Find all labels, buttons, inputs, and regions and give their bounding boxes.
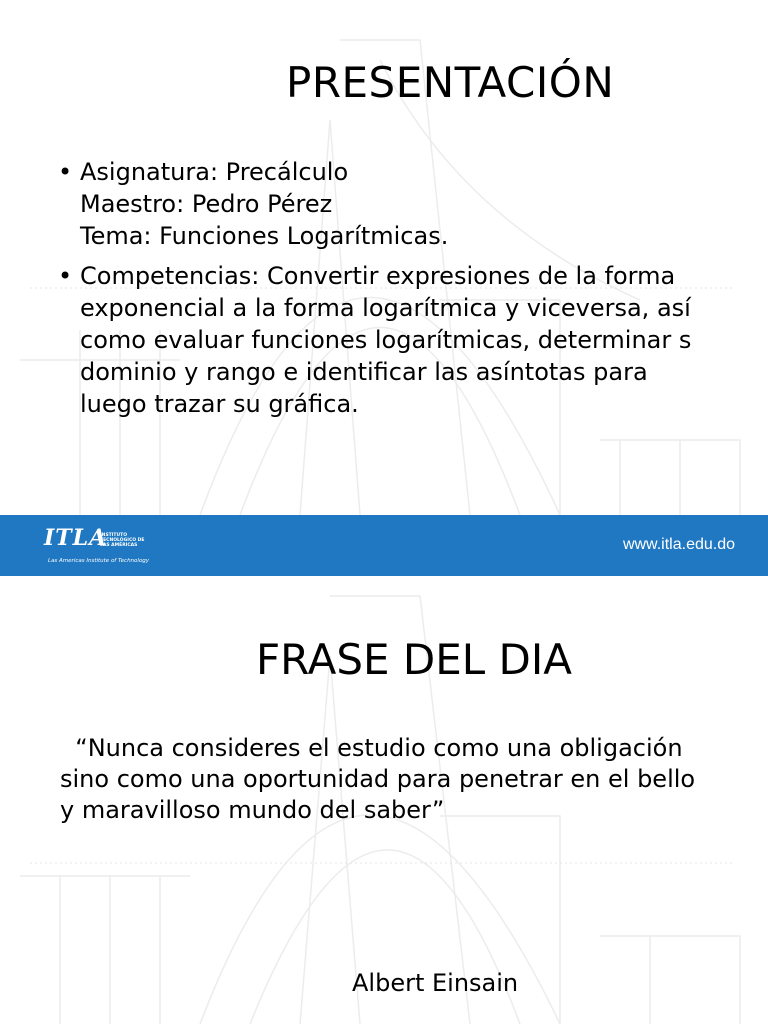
bullet-glyph: • [58, 262, 73, 290]
quote-author: Albert Einsain [352, 969, 519, 997]
bullet-item-info [58, 156, 738, 252]
bullet-list [58, 156, 738, 428]
bullet-line: Tema: Funciones Logarítmicas. [80, 222, 449, 250]
logo-subtitle-line: TECNOLÓGICO DE [100, 538, 145, 543]
logo-subtitle-line: INSTITUTO [100, 533, 128, 538]
itla-logo [44, 525, 184, 569]
bullet-line: Competencias: Convertir expresiones de la forma [80, 262, 676, 290]
quote-line: y maravilloso mundo del saber” [60, 796, 445, 824]
bullet-glyph: • [58, 158, 73, 186]
logo-text: ITLA [44, 525, 108, 551]
bullet-item-competencias [58, 260, 738, 420]
quote-text [60, 733, 740, 826]
quote-line: “Nunca consideres el estudio como una obligación [60, 734, 683, 762]
logo-subtitle [100, 533, 160, 548]
bullet-line: Maestro: Pedro Pérez [80, 190, 333, 218]
website-url: www.itla.edu.do [622, 536, 735, 553]
quote-line: sino como una oportunidad para penetrar en el bello [60, 765, 696, 793]
bullet-line: exponencial a la forma logarítmica y viceversa, así [80, 294, 691, 322]
bullet-line: dominio y rango e identificar las asíntotas para [80, 358, 648, 386]
bullet-line: Asignatura: Precálculo [80, 158, 349, 186]
slide-title: FRASE DEL DIA [256, 635, 573, 684]
slide-title: PRESENTACIÓN [286, 58, 615, 107]
footer-banner [0, 515, 768, 576]
bullet-line: como evaluar funciones logarítmicas, determinar s [80, 326, 692, 354]
bullet-line: luego trazar su gráfica. [80, 390, 359, 418]
logo-tagline: Las Americas Institute of Technology [48, 558, 150, 564]
logo-subtitle-line: LAS AMÉRICAS [100, 543, 138, 548]
